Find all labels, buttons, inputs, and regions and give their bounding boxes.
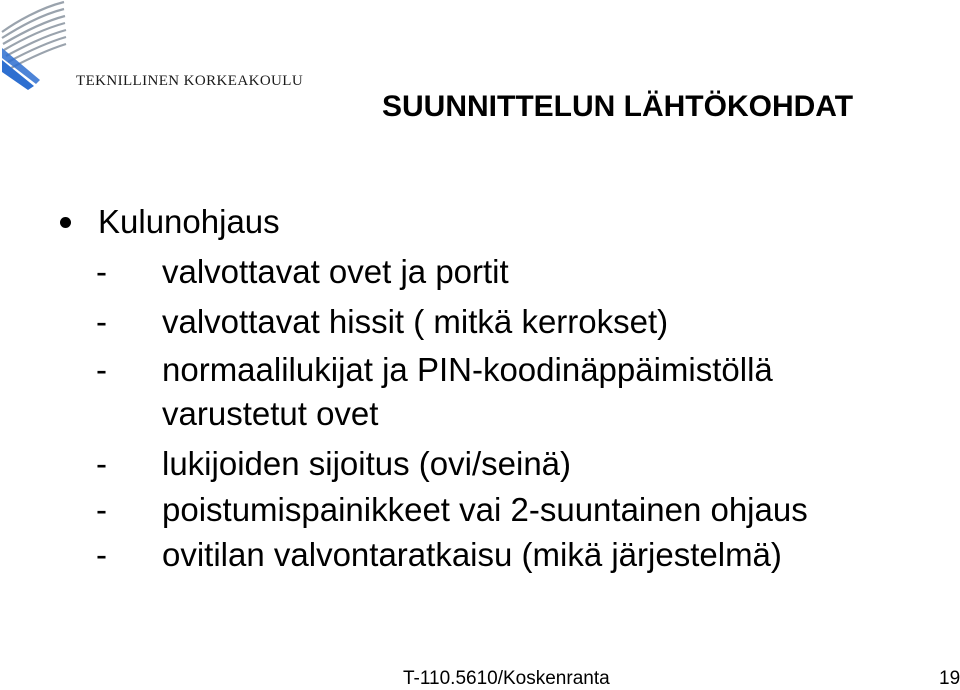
dash-marker: -	[96, 351, 107, 388]
list-item-continuation: varustetut ovet	[162, 395, 379, 432]
institution-name: TEKNILLINEN KORKEAKOULU	[76, 73, 304, 89]
dash-marker: -	[96, 445, 107, 482]
page-number: 19	[939, 668, 960, 689]
dash-marker: -	[96, 536, 107, 573]
dash-marker: -	[96, 491, 107, 528]
list-item-text: valvottavat ovet ja portit	[162, 253, 509, 290]
footer-reference: T-110.5610/Koskenranta	[403, 668, 610, 689]
bullet-heading-label: Kulunohjaus	[98, 203, 280, 240]
dash-marker: -	[96, 303, 107, 340]
list-item-text: normaalilukijat ja PIN-koodinäppäimistöllä	[162, 351, 773, 388]
list-item-text: poistumispainikkeet vai 2-suuntainen ohjaus	[162, 491, 808, 528]
list-item-text: ovitilan valvontaratkaisu (mikä järjestelmä)	[162, 536, 782, 573]
bullet-dot-icon	[60, 217, 71, 228]
dash-marker: -	[96, 253, 107, 290]
list-item-text: lukijoiden sijoitus (ovi/seinä)	[162, 445, 572, 482]
tkk-logo-icon	[0, 0, 70, 92]
list-item-text: valvottavat hissit ( mitkä kerrokset)	[162, 303, 669, 340]
page-title: SUUNNITTELUN LÄHTÖKOHDAT	[382, 90, 854, 123]
